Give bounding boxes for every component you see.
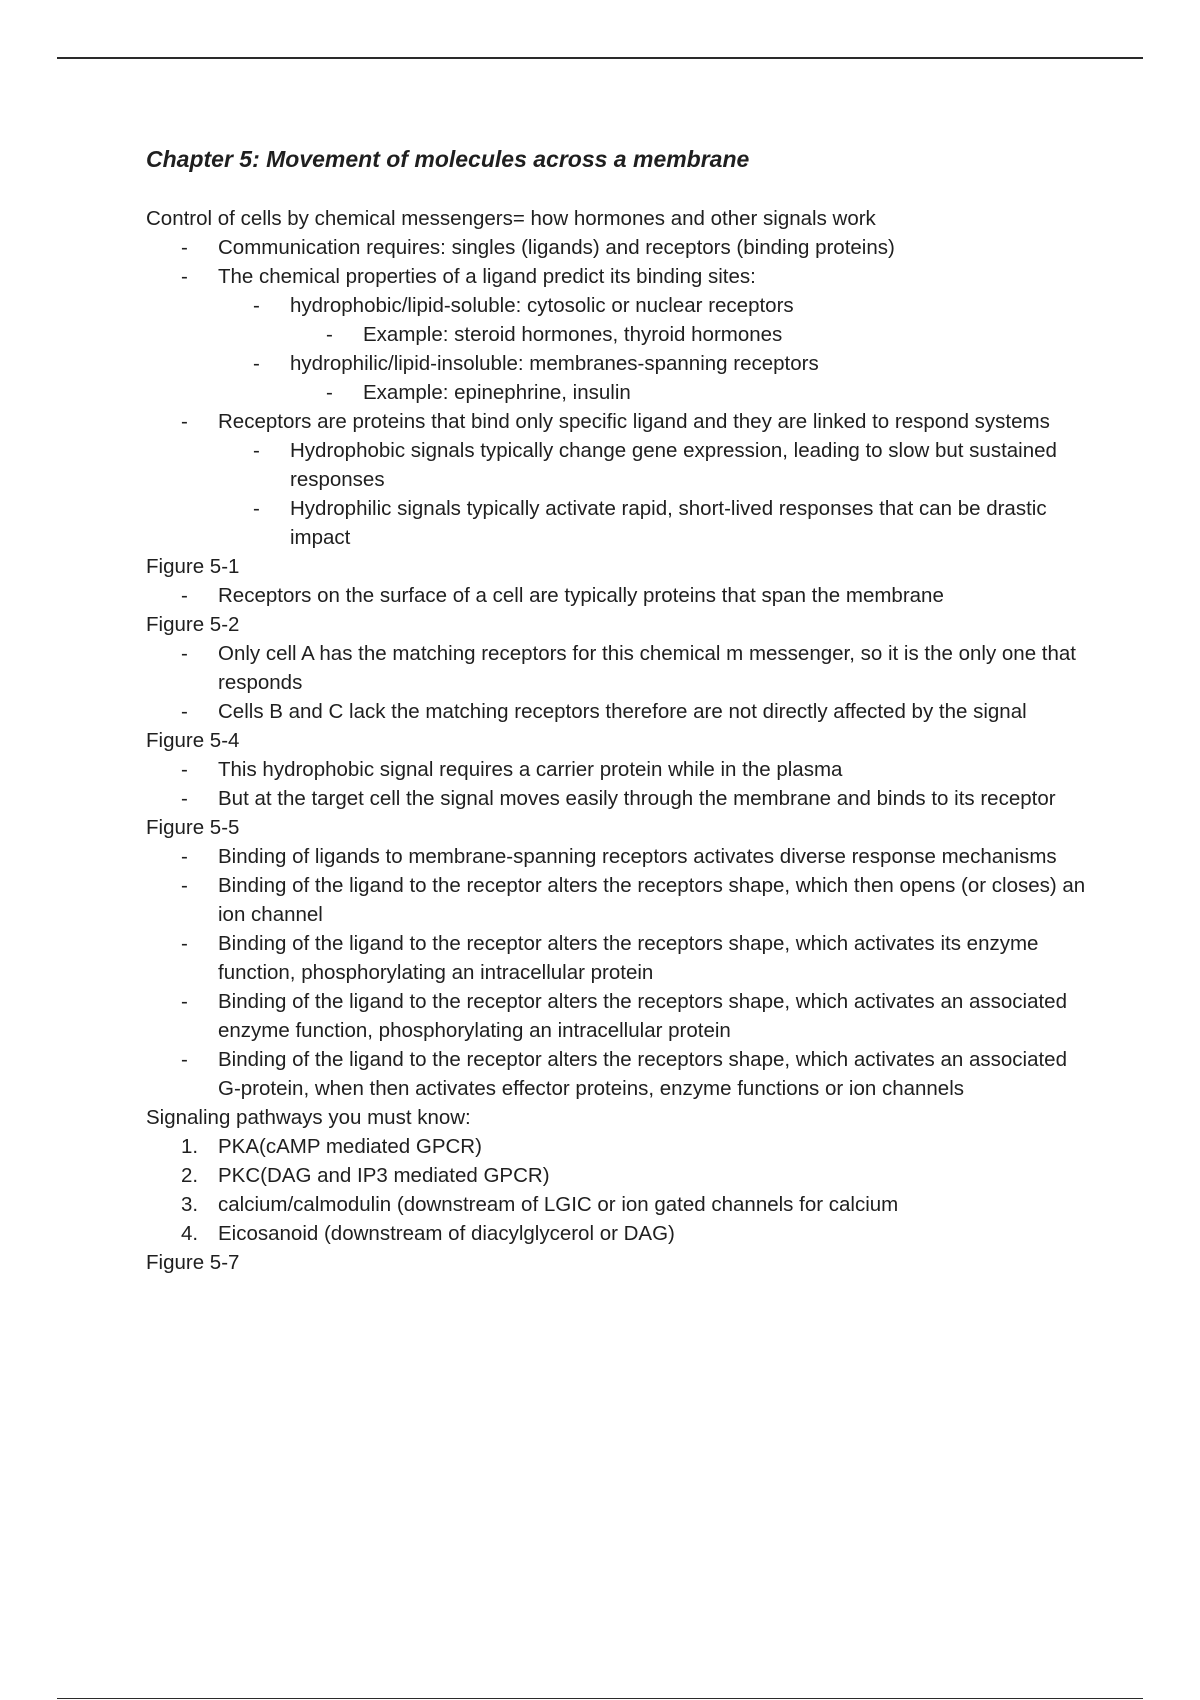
list-item: - hydrophilic/lipid-insoluble: membranes-spanning receptors	[146, 349, 1086, 378]
list-item: - Receptors on the surface of a cell are typically proteins that span the membrane	[146, 581, 1086, 610]
list-item: - But at the target cell the signal moves easily through the membrane and binds to its receptor	[146, 784, 1086, 813]
bullet-marker: -	[181, 758, 188, 781]
numbered-item: 1. PKA(cAMP mediated GPCR)	[146, 1132, 1086, 1161]
list-item: - Binding of the ligand to the receptor alters the receptors shape, which activates an associated G-protein, when then activates effector proteins, enzyme functions or ion channels	[146, 1045, 1086, 1103]
item-number: 4.	[181, 1222, 199, 1245]
list-item: - Hydrophilic signals typically activate rapid, short-lived responses that can be drastic impact	[146, 494, 1086, 552]
bullet-marker: -	[181, 236, 188, 259]
figure-label: Figure 5-1	[146, 555, 240, 578]
item-number: 1.	[181, 1135, 199, 1158]
bullet-marker: -	[326, 323, 333, 346]
bullet-marker: -	[253, 352, 260, 375]
bullet-marker: -	[181, 265, 188, 288]
list-item: - hydrophobic/lipid-soluble: cytosolic or nuclear receptors	[146, 291, 1086, 320]
figure-label: Figure 5-7	[146, 1251, 240, 1274]
bullet-marker: -	[181, 642, 188, 665]
item-number: 3.	[181, 1193, 199, 1216]
document-body	[146, 143, 1086, 1277]
list-item: - Binding of the ligand to the receptor alters the receptors shape, which activates an associated enzyme function, phosphorylating an intracellular protein	[146, 987, 1086, 1045]
numbered-item: 3. calcium/calmodulin (downstream of LGIC or ion gated channels for calcium	[146, 1190, 1086, 1219]
bullet-marker: -	[181, 700, 188, 723]
numbered-item: 4. Eicosanoid (downstream of diacylglycerol or DAG)	[146, 1219, 1086, 1248]
list-item: - Binding of the ligand to the receptor alters the receptors shape, which activates its enzyme function, phosphorylating an intracellular protein	[146, 929, 1086, 987]
bullet-marker: -	[181, 932, 188, 955]
bullet-marker: -	[181, 787, 188, 810]
list-item: - Hydrophobic signals typically change gene expression, leading to slow but sustained responses	[146, 436, 1086, 494]
intro-line: Control of cells by chemical messengers= how hormones and other signals work	[146, 207, 876, 230]
bullet-marker: -	[181, 874, 188, 897]
item-number: 2.	[181, 1164, 199, 1187]
list-item: - Communication requires: singles (ligands) and receptors (binding proteins)	[146, 233, 1086, 262]
list-item: - Only cell A has the matching receptors for this chemical m messenger, so it is the only one that responds	[146, 639, 1086, 697]
figure-label: Figure 5-4	[146, 729, 240, 752]
bullet-marker: -	[253, 497, 260, 520]
bullet-marker: -	[326, 381, 333, 404]
list-item: - Receptors are proteins that bind only specific ligand and they are linked to respond systems	[146, 407, 1086, 436]
bullet-marker: -	[181, 1048, 188, 1071]
list-item: - The chemical properties of a ligand predict its binding sites:	[146, 262, 1086, 291]
section-heading: Signaling pathways you must know:	[146, 1106, 471, 1129]
bullet-marker: -	[181, 845, 188, 868]
figure-label: Figure 5-2	[146, 613, 240, 636]
list-item: - Example: epinephrine, insulin	[146, 378, 1086, 407]
list-item: - Binding of the ligand to the receptor alters the receptors shape, which then opens (or closes) an ion channel	[146, 871, 1086, 929]
bullet-marker: -	[181, 990, 188, 1013]
list-item: - Binding of ligands to membrane-spanning receptors activates diverse response mechanisms	[146, 842, 1086, 871]
numbered-item: 2. PKC(DAG and IP3 mediated GPCR)	[146, 1161, 1086, 1190]
list-item: - Example: steroid hormones, thyroid hormones	[146, 320, 1086, 349]
bullet-marker: -	[253, 294, 260, 317]
bullet-marker: -	[253, 439, 260, 462]
list-item: - This hydrophobic signal requires a carrier protein while in the plasma	[146, 755, 1086, 784]
footer-rule	[57, 1698, 1143, 1699]
chapter-title: Chapter 5: Movement of molecules across a membrane	[146, 146, 750, 172]
figure-label: Figure 5-5	[146, 816, 240, 839]
list-item: - Cells B and C lack the matching receptors therefore are not directly affected by the signal	[146, 697, 1086, 726]
header-rule	[57, 57, 1143, 59]
bullet-marker: -	[181, 410, 188, 433]
bullet-marker: -	[181, 584, 188, 607]
